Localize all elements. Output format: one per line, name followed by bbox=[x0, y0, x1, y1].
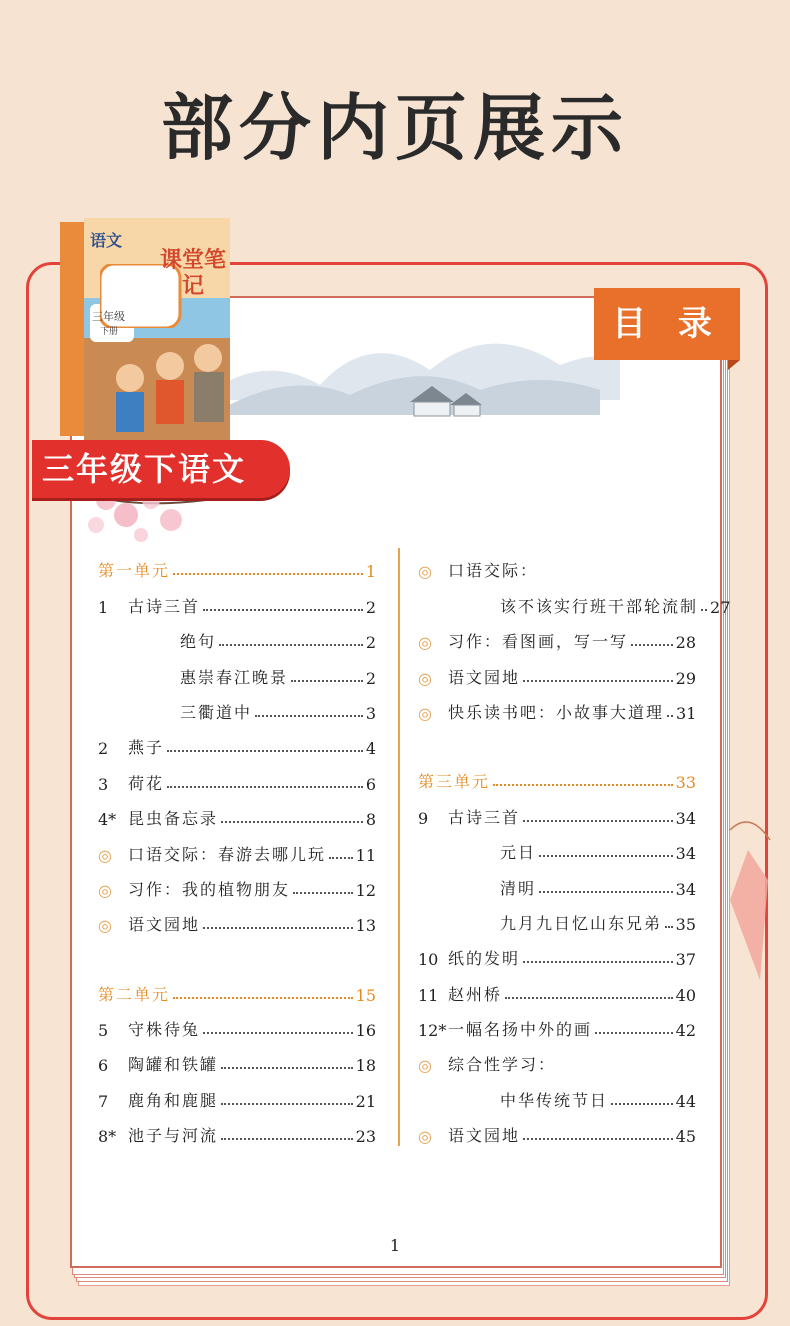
toc-entry-page: 2 bbox=[365, 668, 376, 688]
book-grade: 三年级 bbox=[92, 310, 125, 323]
toc-entry-title: 习作：我的植物朋友 bbox=[128, 879, 291, 899]
bookmark-tag bbox=[720, 810, 780, 990]
bullet-ring-icon: ◎ bbox=[418, 562, 432, 582]
toc-entry-number: 9 bbox=[418, 808, 429, 828]
toc-entry-title: 第三单元 bbox=[418, 772, 491, 792]
toc-entry-page: 42 bbox=[675, 1021, 696, 1041]
bullet-ring-icon: ◎ bbox=[98, 880, 112, 900]
toc-entry-title: 守株待兔 bbox=[128, 1020, 201, 1040]
toc-entry-number: 12* bbox=[418, 1021, 447, 1041]
dot-leader bbox=[523, 680, 673, 682]
toc-entry-page: 6 bbox=[365, 774, 376, 794]
dot-leader bbox=[665, 926, 673, 928]
toc-entry-title: 陶罐和铁罐 bbox=[128, 1055, 219, 1075]
toc-entry-title: 语文园地 bbox=[128, 915, 201, 935]
toc-entry-page: 40 bbox=[675, 985, 696, 1005]
page-heading: 部分内页展示 bbox=[160, 86, 629, 170]
toc-entry[interactable] bbox=[414, 581, 731, 617]
bullet-ring-icon: ◎ bbox=[418, 1127, 432, 1147]
dot-leader bbox=[523, 961, 673, 963]
dot-leader bbox=[221, 1103, 353, 1105]
toc-entry[interactable] bbox=[94, 865, 376, 900]
toc-unit-heading[interactable] bbox=[94, 969, 376, 1004]
toc-entry-title: 第一单元 bbox=[98, 561, 171, 581]
toc-entry-number: 2 bbox=[98, 739, 109, 759]
toc-entry-title: 一幅名扬中外的画 bbox=[448, 1020, 593, 1040]
toc-entry-title: 昆虫备忘录 bbox=[128, 809, 219, 829]
toc-entry-page: 28 bbox=[675, 633, 696, 653]
toc-entry-page: 29 bbox=[675, 668, 696, 688]
dot-leader bbox=[203, 1032, 353, 1034]
toc-entry-number: 10 bbox=[418, 950, 439, 970]
mountain-illustration bbox=[200, 290, 620, 430]
dot-leader bbox=[173, 573, 363, 575]
dot-leader bbox=[293, 892, 353, 894]
toc-entry[interactable] bbox=[94, 581, 376, 616]
toc-entry-page: 4 bbox=[365, 739, 376, 759]
toc-entry[interactable] bbox=[414, 934, 696, 969]
toc-entry[interactable] bbox=[94, 900, 376, 935]
toc-tab: 目 录 bbox=[594, 288, 740, 360]
dot-leader bbox=[595, 1032, 673, 1034]
toc-entry[interactable] bbox=[94, 758, 376, 793]
toc-entry-page: 8 bbox=[365, 810, 376, 830]
toc-entry-page: 45 bbox=[675, 1127, 696, 1147]
section-gap bbox=[414, 723, 696, 757]
dot-leader bbox=[611, 1103, 673, 1105]
toc-entry-number: 7 bbox=[98, 1091, 109, 1111]
dot-leader bbox=[291, 680, 363, 682]
toc-entry-page: 23 bbox=[355, 1127, 376, 1147]
toc-entry-page: 11 bbox=[355, 845, 376, 865]
dot-leader bbox=[329, 857, 353, 859]
toc-entry-page: 3 bbox=[365, 703, 376, 723]
toc-entry[interactable] bbox=[94, 688, 376, 723]
bullet-ring-icon: ◎ bbox=[418, 1056, 432, 1076]
toc-entry-page: 34 bbox=[675, 879, 696, 899]
dot-leader bbox=[667, 715, 673, 717]
dot-leader bbox=[221, 1067, 353, 1069]
toc-entry[interactable] bbox=[414, 1040, 696, 1075]
bullet-ring-icon: ◎ bbox=[418, 703, 432, 723]
toc-entry-title: 口语交际： bbox=[448, 561, 539, 581]
toc-entry[interactable] bbox=[94, 1005, 376, 1040]
toc-entry-number: 3 bbox=[98, 774, 109, 794]
toc-entry-page: 44 bbox=[675, 1091, 696, 1111]
toc-entry-title: 口语交际：春游去哪儿玩 bbox=[128, 844, 327, 864]
toc-entry-page: 18 bbox=[355, 1056, 376, 1076]
toc-entry-page: 12 bbox=[355, 880, 376, 900]
dot-leader bbox=[221, 1138, 353, 1140]
toc-entry-title: 惠崇春江晚景 bbox=[180, 667, 289, 687]
toc-entry[interactable] bbox=[414, 652, 696, 687]
dot-leader bbox=[701, 609, 707, 611]
toc-entry[interactable] bbox=[414, 969, 696, 1004]
bullet-ring-icon: ◎ bbox=[418, 633, 432, 653]
toc-entry-page: 33 bbox=[675, 773, 696, 793]
toc-entry-title: 鹿角和鹿腿 bbox=[128, 1090, 219, 1110]
toc-entry[interactable] bbox=[414, 899, 696, 934]
toc-entry-title: 第二单元 bbox=[98, 984, 171, 1004]
toc-entry-title: 综合性学习： bbox=[448, 1055, 557, 1075]
section-gap bbox=[94, 935, 376, 969]
toc-entry[interactable] bbox=[414, 863, 696, 898]
toc-entry-page: 35 bbox=[675, 914, 696, 934]
toc-entry[interactable] bbox=[94, 1040, 376, 1075]
toc-entry-title: 习作：看图画，写一写 bbox=[448, 632, 629, 652]
dot-leader bbox=[167, 786, 363, 788]
book-cover-title: 课堂笔记 bbox=[159, 248, 226, 299]
toc-entry-number: 6 bbox=[98, 1056, 109, 1076]
toc-entry-page: 16 bbox=[355, 1021, 376, 1041]
toc-entry-page: 27 bbox=[710, 597, 731, 617]
toc-entry-number: 4* bbox=[98, 810, 117, 830]
toc-entry[interactable] bbox=[414, 1075, 696, 1110]
toc-entry-page: 2 bbox=[365, 633, 376, 653]
toc-entry-page: 31 bbox=[676, 703, 697, 723]
toc-unit-heading[interactable] bbox=[414, 757, 696, 792]
toc-entry-page: 34 bbox=[675, 808, 696, 828]
dot-leader bbox=[631, 644, 673, 646]
dot-leader bbox=[173, 997, 353, 999]
toc-tab-fold bbox=[728, 360, 740, 370]
toc-entry-title: 绝句 bbox=[180, 632, 217, 652]
toc-entry-page: 13 bbox=[355, 916, 376, 936]
toc-entry-page: 21 bbox=[355, 1091, 376, 1111]
page-number: 1 bbox=[389, 1236, 401, 1255]
dot-leader bbox=[255, 715, 363, 717]
dot-leader bbox=[219, 644, 363, 646]
toc-entry[interactable] bbox=[414, 1005, 696, 1040]
dot-leader bbox=[523, 1138, 673, 1140]
bullet-ring-icon: ◎ bbox=[418, 668, 432, 688]
toc-entry-title: 古诗三首 bbox=[448, 807, 521, 827]
toc-entry-title: 快乐读书吧：小故事大道理 bbox=[448, 702, 665, 722]
toc-entry[interactable] bbox=[94, 829, 376, 864]
toc-entry-title: 清明 bbox=[500, 878, 537, 898]
toc-entry[interactable] bbox=[94, 1075, 376, 1110]
toc-entry-title: 语文园地 bbox=[448, 667, 521, 687]
toc-entry[interactable] bbox=[414, 546, 696, 581]
toc-entry-page: 2 bbox=[365, 597, 376, 617]
book-volume: 下册 bbox=[100, 327, 119, 337]
toc-entry-number: 5 bbox=[98, 1021, 109, 1041]
grade-banner: 三年级下语文 bbox=[32, 440, 290, 498]
toc-entry[interactable] bbox=[414, 828, 696, 863]
toc-entry-page: 37 bbox=[675, 950, 696, 970]
toc-right-column bbox=[414, 546, 731, 1147]
toc-entry-title: 燕子 bbox=[128, 738, 165, 758]
dot-leader bbox=[539, 891, 673, 893]
toc-entry-number: 8* bbox=[98, 1127, 117, 1147]
toc-left-column bbox=[94, 546, 376, 1146]
toc-entry-title: 元日 bbox=[500, 843, 537, 863]
toc-entry-title: 荷花 bbox=[128, 773, 165, 793]
dot-leader bbox=[221, 821, 363, 823]
bullet-ring-icon: ◎ bbox=[98, 916, 112, 936]
toc-entry-title: 纸的发明 bbox=[448, 949, 521, 969]
toc-entry-title: 池子与河流 bbox=[128, 1126, 219, 1146]
dot-leader bbox=[167, 750, 363, 752]
toc-entry[interactable] bbox=[94, 723, 376, 758]
toc-entry-title: 中华传统节日 bbox=[500, 1090, 609, 1110]
dot-leader bbox=[203, 609, 363, 611]
toc-entry-title: 该不该实行班干部轮流制 bbox=[500, 596, 699, 616]
toc-entry-title: 赵州桥 bbox=[448, 984, 503, 1004]
toc-entry-title: 九月九日忆山东兄弟 bbox=[500, 913, 663, 933]
book-cover bbox=[60, 218, 230, 440]
toc-entry-page: 1 bbox=[365, 562, 376, 582]
bullet-ring-icon: ◎ bbox=[98, 845, 112, 865]
toc-entry[interactable] bbox=[414, 792, 696, 827]
toc-entry-page: 34 bbox=[675, 844, 696, 864]
toc-unit-heading[interactable] bbox=[94, 546, 376, 581]
toc-entry-page: 15 bbox=[355, 985, 376, 1005]
toc-entry[interactable] bbox=[414, 688, 696, 723]
column-divider bbox=[398, 548, 400, 1146]
dot-leader bbox=[505, 997, 673, 999]
dot-leader bbox=[539, 855, 673, 857]
book-subject: 语文 bbox=[90, 231, 123, 250]
toc-entry-title: 古诗三首 bbox=[128, 596, 201, 616]
toc-entry[interactable] bbox=[94, 652, 376, 687]
toc-entry[interactable] bbox=[94, 1111, 376, 1146]
toc-entry[interactable] bbox=[94, 794, 376, 829]
toc-entry[interactable] bbox=[414, 1111, 696, 1146]
toc-entry-number: 11 bbox=[418, 985, 439, 1005]
toc-entry[interactable] bbox=[94, 617, 376, 652]
dot-leader bbox=[203, 927, 353, 929]
toc-entry-title: 语文园地 bbox=[448, 1126, 521, 1146]
toc-entry-number: 1 bbox=[98, 597, 109, 617]
dot-leader bbox=[523, 820, 673, 822]
toc-entry-title: 三衢道中 bbox=[180, 702, 253, 722]
toc-entry[interactable] bbox=[414, 617, 696, 652]
dot-leader bbox=[493, 784, 673, 786]
